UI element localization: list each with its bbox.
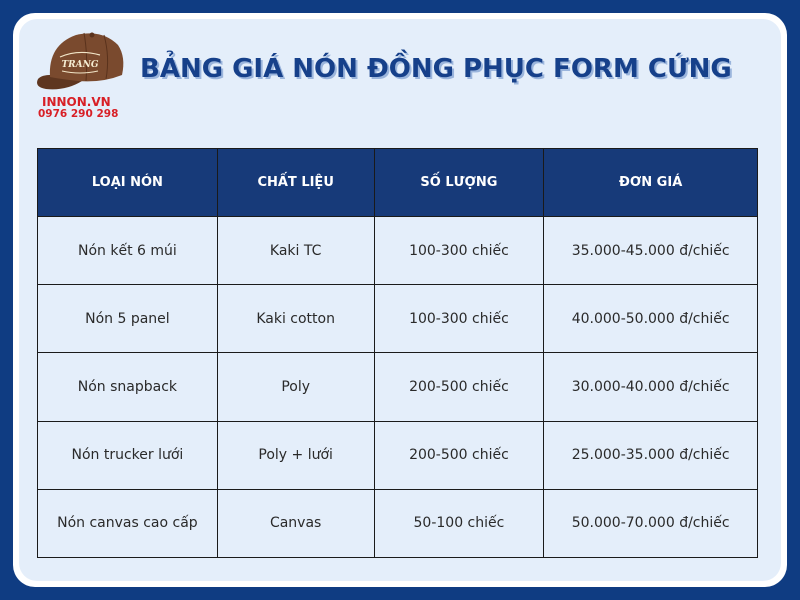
brand-phone: 0976 290 298 xyxy=(38,108,119,120)
cell-material: Canvas xyxy=(217,489,374,557)
cell-cap-type: Nón trucker lưới xyxy=(38,421,218,489)
price-table xyxy=(37,148,758,558)
cell-material: Poly xyxy=(217,353,374,421)
cell-material: Kaki TC xyxy=(217,217,374,285)
cell-quantity: 100-300 chiếc xyxy=(374,217,544,285)
cell-material: Poly + lưới xyxy=(217,421,374,489)
cap-embroidery-text: TRANG xyxy=(61,60,99,70)
cell-unit-price: 30.000-40.000 đ/chiếc xyxy=(544,353,758,421)
cell-quantity: 100-300 chiếc xyxy=(374,285,544,353)
cell-cap-type: Nón snapback xyxy=(38,353,218,421)
cap-icon xyxy=(32,27,128,95)
cell-material: Kaki cotton xyxy=(217,285,374,353)
header-material: CHẤT LIỆU xyxy=(217,149,374,217)
header-unit-price: ĐƠN GIÁ xyxy=(544,149,758,217)
cell-quantity: 200-500 chiếc xyxy=(374,421,544,489)
brand-name: INNON.VN xyxy=(42,95,111,109)
table-row xyxy=(38,489,758,557)
cell-cap-type: Nón 5 panel xyxy=(38,285,218,353)
cell-unit-price: 50.000-70.000 đ/chiếc xyxy=(544,489,758,557)
table-header-row xyxy=(38,149,758,217)
table-row xyxy=(38,285,758,353)
cell-unit-price: 40.000-50.000 đ/chiếc xyxy=(544,285,758,353)
brand-logo[interactable] xyxy=(30,25,130,125)
table-row xyxy=(38,353,758,421)
cell-quantity: 200-500 chiếc xyxy=(374,353,544,421)
cell-cap-type: Nón canvas cao cấp xyxy=(38,489,218,557)
cell-cap-type: Nón kết 6 múi xyxy=(38,217,218,285)
cell-unit-price: 35.000-45.000 đ/chiếc xyxy=(544,217,758,285)
table-row xyxy=(38,217,758,285)
header-quantity: SỐ LƯỢNG xyxy=(374,149,544,217)
cell-unit-price: 25.000-35.000 đ/chiếc xyxy=(544,421,758,489)
page-title: BẢNG GIÁ NÓN ĐỒNG PHỤC FORM CỨNG xyxy=(140,54,732,84)
table-row xyxy=(38,421,758,489)
header-cap-type: LOẠI NÓN xyxy=(38,149,218,217)
cell-quantity: 50-100 chiếc xyxy=(374,489,544,557)
